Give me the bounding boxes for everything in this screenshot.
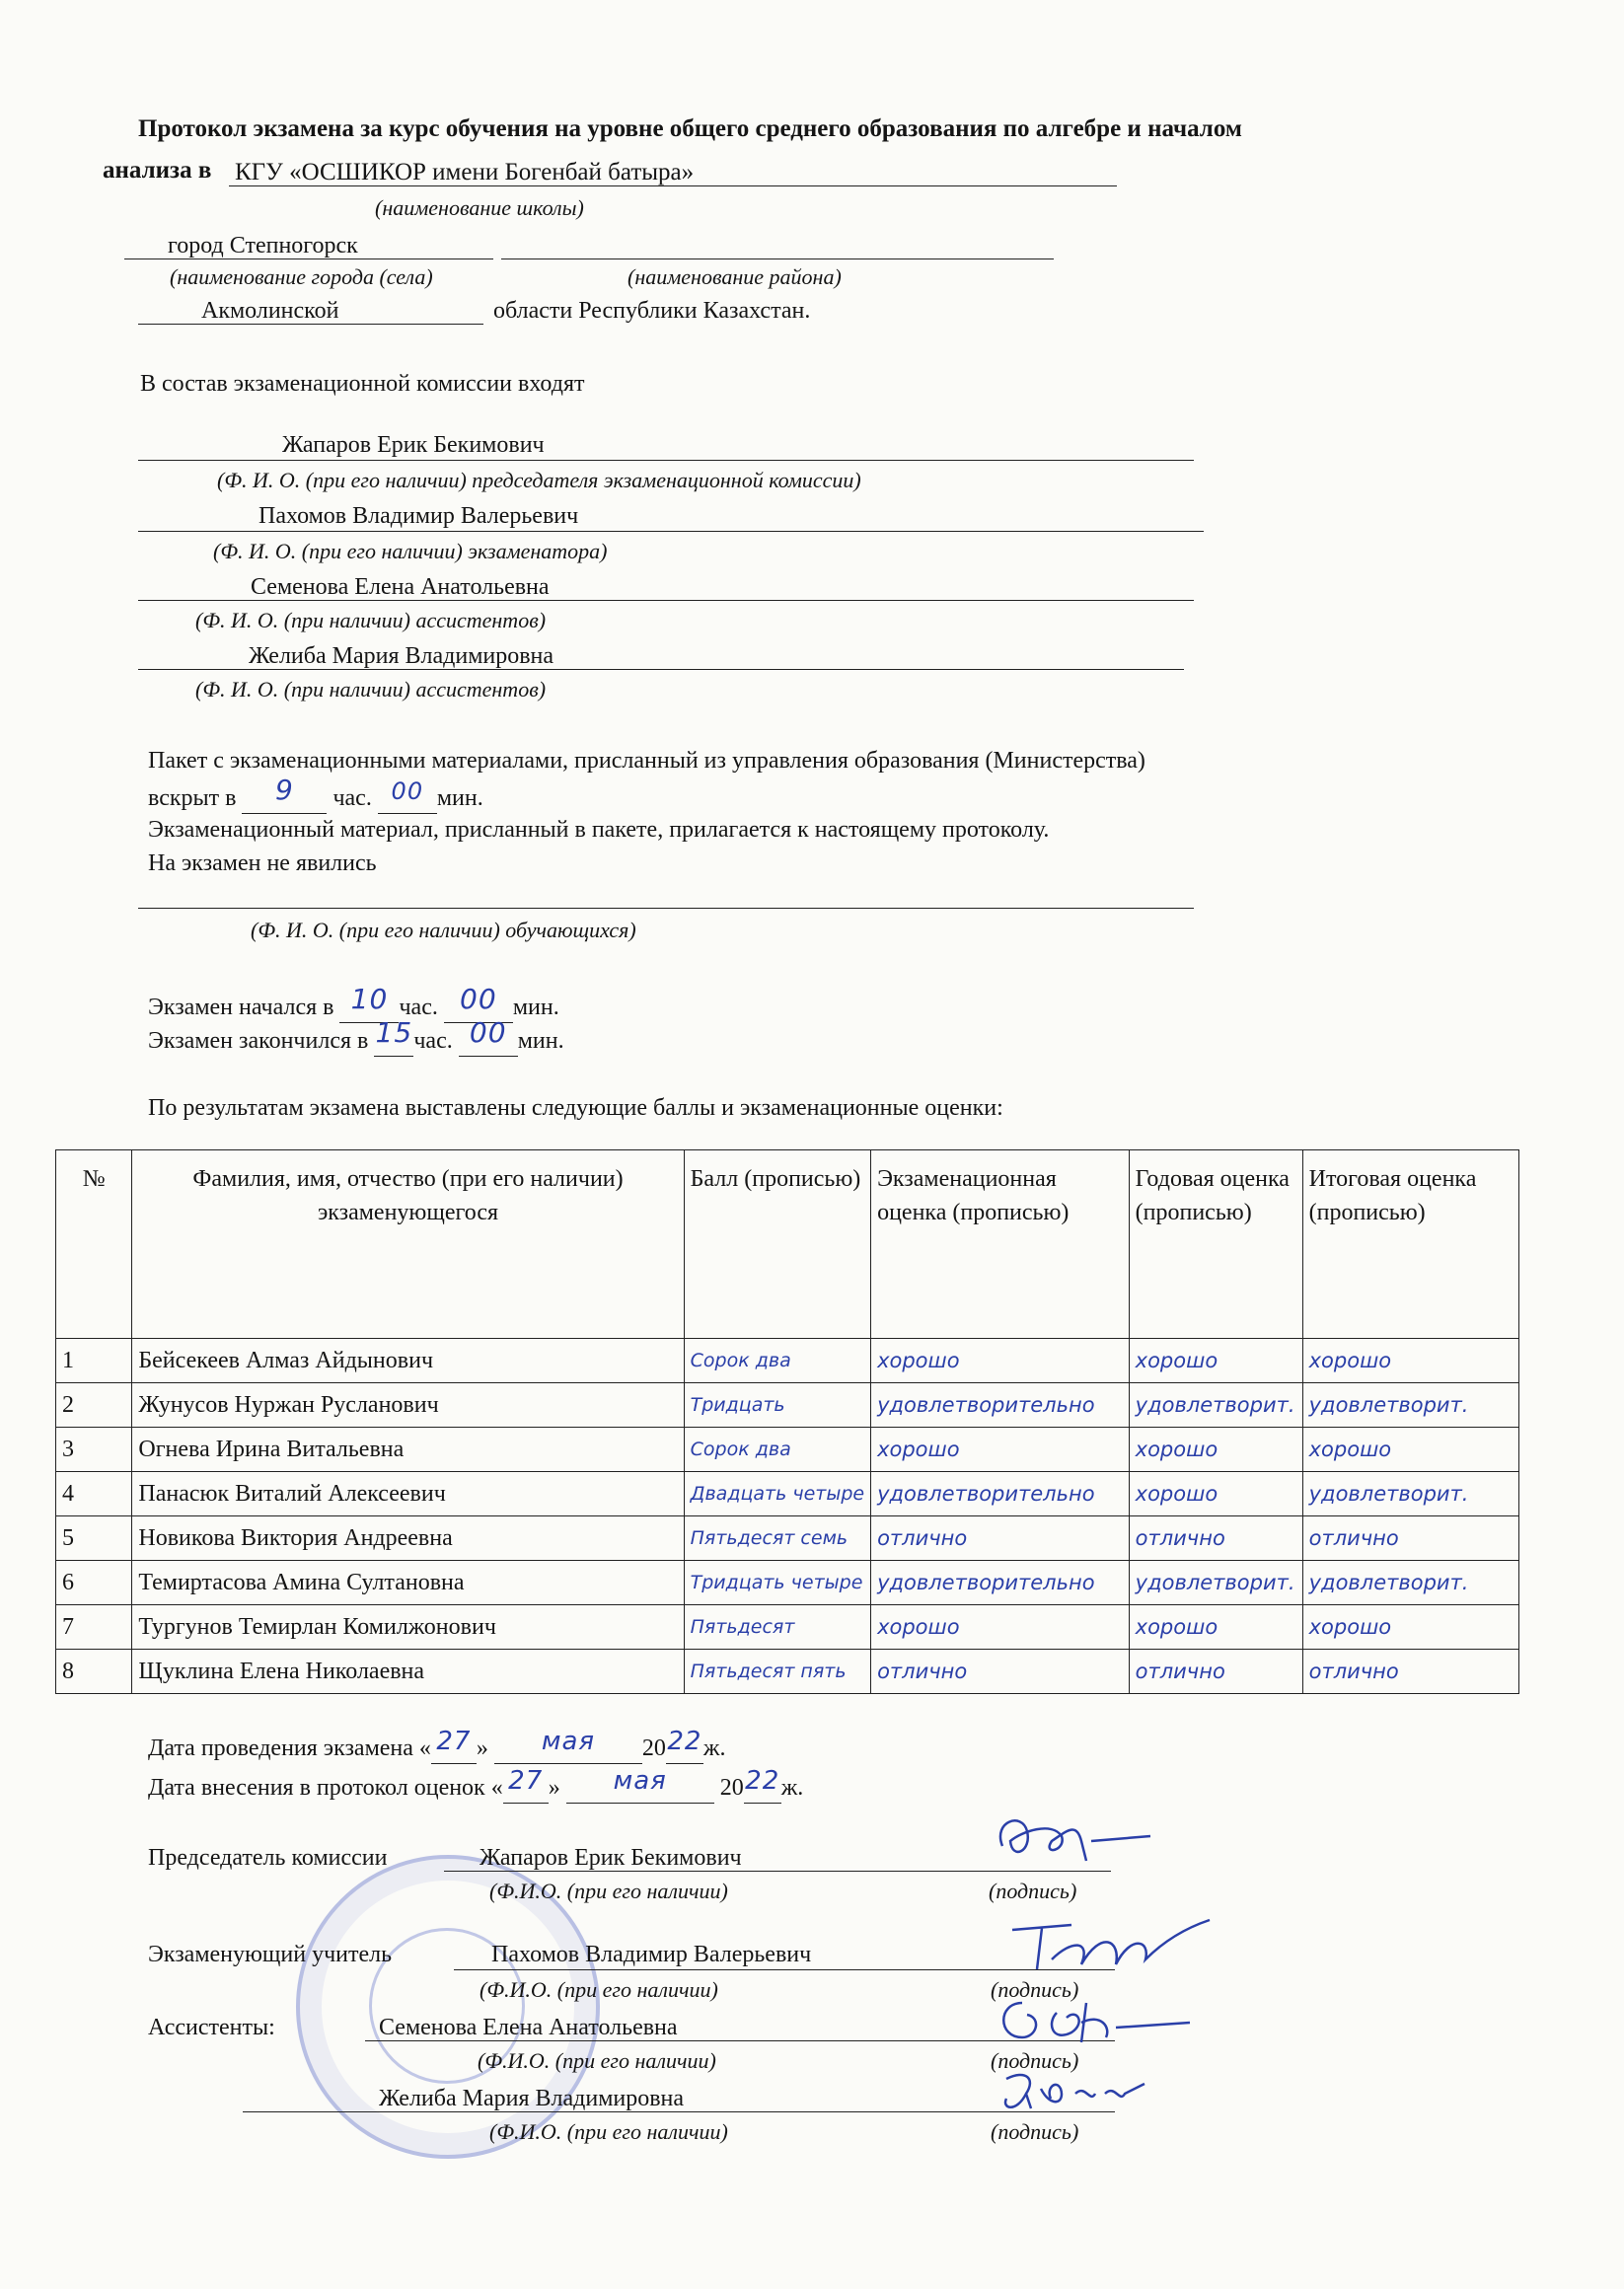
annual-grade-handwritten: хорошо xyxy=(1129,1472,1302,1516)
student-name: Тургунов Темирлан Комилжонович xyxy=(132,1605,684,1650)
examiner-fio-caption: (Ф.И.О. (при его наличии) xyxy=(480,1977,718,2002)
row-number: 8 xyxy=(56,1650,132,1694)
header-annual-grade: Годовая оценка (прописью) xyxy=(1129,1150,1302,1339)
chair-caption: (Ф. И. О. (при его наличии) председателя экзаменационной комиссии) xyxy=(217,468,861,492)
exam-grade-handwritten: хорошо xyxy=(871,1339,1130,1383)
table-row xyxy=(56,1383,1519,1428)
chair-sign-name: Жапаров Ерик Бекимович xyxy=(480,1845,742,1871)
header-number: № xyxy=(56,1150,132,1339)
opened-min-word: мин. xyxy=(436,785,483,811)
final-grade-handwritten: хорошо xyxy=(1302,1605,1518,1650)
start-min-word: мин. xyxy=(512,995,559,1020)
city-caption: (наименование города (села) xyxy=(170,264,433,289)
school-name: КГУ «ОСШИКОР имени Богенбай батыра» xyxy=(235,159,695,185)
score-handwritten: Пятьдесят xyxy=(684,1605,870,1650)
title-line-2 xyxy=(103,156,219,185)
final-grade-handwritten: удовлетворит. xyxy=(1302,1383,1518,1428)
exam-year-prefix: 20 xyxy=(641,1735,666,1761)
exam-grade-handwritten: удовлетворительно xyxy=(871,1472,1130,1516)
assistant1-signature-icon xyxy=(983,1983,1200,2052)
examiner-sign-name: Пахомов Владимир Валерьевич xyxy=(491,1942,812,1967)
final-grade-handwritten: удовлетворит. xyxy=(1302,1561,1518,1605)
packet-line-3: Экзаменационный материал, присланный в пакете, прилагается к настоящему протоколу. xyxy=(148,817,1050,843)
row-number: 5 xyxy=(56,1516,132,1561)
score-handwritten: Пятьдесят пять xyxy=(684,1650,870,1694)
packet-line-1: Пакет с экзаменационными материалами, присланный из управления образования (Министерства) xyxy=(148,748,1145,774)
district-underline xyxy=(501,258,1054,259)
student-name: Щуклина Елена Николаевна xyxy=(132,1650,684,1694)
entry-year: 22 xyxy=(745,1766,780,1796)
entry-month: мая xyxy=(613,1766,667,1796)
table-header-row xyxy=(56,1150,1519,1339)
exam-grade-handwritten: отлично xyxy=(871,1650,1130,1694)
score-handwritten: Сорок два xyxy=(684,1428,870,1472)
city: город Степногорск xyxy=(168,233,358,258)
assistant1-fio-caption: (Ф.И.О. (при его наличии) xyxy=(478,2048,716,2073)
table-row xyxy=(56,1472,1519,1516)
student-name: Темиртасова Амина Султановна xyxy=(132,1561,684,1605)
examiner-label: Экзаменующий учитель xyxy=(148,1942,393,1967)
annual-grade-handwritten: хорошо xyxy=(1129,1339,1302,1383)
end-prefix: Экзамен закончился в xyxy=(148,1028,369,1054)
final-grade-handwritten: хорошо xyxy=(1302,1339,1518,1383)
title-prefix: анализа в xyxy=(103,157,212,184)
assistant2-signature-icon xyxy=(997,2064,1154,2123)
chair-name: Жапаров Ерик Бекимович xyxy=(282,432,545,458)
entry-date-line: Дата внесения в протокол оценок « 27 » мая 2022ж. xyxy=(148,1772,803,1804)
assistant2-sign-name: Желиба Мария Владимировна xyxy=(379,2086,685,2111)
city-underline xyxy=(124,258,493,259)
exam-grade-handwritten: хорошо xyxy=(871,1428,1130,1472)
school-caption: (наименование школы) xyxy=(375,195,584,220)
table-row xyxy=(56,1561,1519,1605)
opened-hour: 9 xyxy=(275,774,294,806)
score-handwritten: Тридцать xyxy=(684,1383,870,1428)
assistant2-name: Желиба Мария Владимировна xyxy=(249,643,554,669)
district-caption: (наименование района) xyxy=(627,264,842,289)
region-suffix: области Республики Казахстан. xyxy=(493,298,811,324)
grades-table xyxy=(55,1149,1519,1694)
row-number: 4 xyxy=(56,1472,132,1516)
exam-day: 27 xyxy=(436,1727,472,1756)
absent-label: На экзамен не явились xyxy=(148,850,377,876)
annual-grade-handwritten: удовлетворит. xyxy=(1129,1383,1302,1428)
start-hour-word: час. xyxy=(399,995,438,1020)
student-name: Бейсекеев Алмаз Айдынович xyxy=(132,1339,684,1383)
start-prefix: Экзамен начался в xyxy=(148,995,334,1020)
opened-min: 00 xyxy=(391,777,424,805)
final-grade-handwritten: хорошо xyxy=(1302,1428,1518,1472)
end-min-word: мин. xyxy=(517,1028,564,1054)
annual-grade-handwritten: отлично xyxy=(1129,1516,1302,1561)
exam-grade-handwritten: удовлетворительно xyxy=(871,1561,1130,1605)
results-intro: По результатам экзамена выставлены следующие баллы и экзаменационные оценки: xyxy=(148,1095,1003,1121)
region-underline xyxy=(138,324,483,325)
exam-date-prefix: Дата проведения экзамена « xyxy=(148,1735,431,1761)
table-row xyxy=(56,1339,1519,1383)
assistant2-signature-caption: (подпись) xyxy=(991,2119,1079,2144)
end-min: 00 xyxy=(469,1016,507,1049)
title-line-1: Протокол экзамена за курс обучения на уровне общего среднего образования по алгебре и началом xyxy=(138,115,1242,142)
table-row xyxy=(56,1428,1519,1472)
assistant2-fio-caption: (Ф.И.О. (при его наличии) xyxy=(489,2119,728,2144)
exam-date-line: Дата проведения экзамена « 27 » мая 2022ж. xyxy=(148,1733,726,1764)
assistant1-sign-name: Семенова Елена Анатольевна xyxy=(379,2015,678,2040)
entry-year-prefix: 20 xyxy=(719,1775,744,1801)
region: Акмолинской xyxy=(201,298,339,324)
exam-month: мая xyxy=(541,1727,596,1756)
assistant1-name: Семенова Елена Анатольевна xyxy=(251,574,550,600)
annual-grade-handwritten: хорошо xyxy=(1129,1605,1302,1650)
chair-fio-caption: (Ф.И.О. (при его наличии) xyxy=(489,1879,728,1903)
end-hour: 15 xyxy=(375,1016,413,1049)
examiner-signature-icon xyxy=(983,1900,1219,1989)
annual-grade-handwritten: отлично xyxy=(1129,1650,1302,1694)
examiner-underline xyxy=(138,531,1204,532)
school-name-underline xyxy=(229,185,1117,186)
student-name: Новикова Виктория Андреевна xyxy=(132,1516,684,1561)
assistant2-caption: (Ф. И. О. (при наличии) ассистентов) xyxy=(195,677,547,701)
annual-grade-handwritten: удовлетворит. xyxy=(1129,1561,1302,1605)
final-grade-handwritten: удовлетворит. xyxy=(1302,1472,1518,1516)
annual-grade-handwritten: хорошо xyxy=(1129,1428,1302,1472)
start-min: 00 xyxy=(460,983,497,1015)
student-name: Огнева Ирина Витальевна xyxy=(132,1428,684,1472)
final-grade-handwritten: отлично xyxy=(1302,1650,1518,1694)
entry-year-suffix: ж. xyxy=(780,1775,804,1801)
assistant1-caption: (Ф. И. О. (при наличии) ассистентов) xyxy=(195,608,547,632)
start-hour: 10 xyxy=(350,983,389,1015)
chair-underline xyxy=(138,460,1194,461)
chair-label: Председатель комиссии xyxy=(148,1845,388,1871)
examiner-name: Пахомов Владимир Валерьевич xyxy=(258,503,579,529)
opened-hour-word: час. xyxy=(332,785,372,811)
score-handwritten: Сорок два xyxy=(684,1339,870,1383)
exam-grade-handwritten: отлично xyxy=(871,1516,1130,1561)
student-name: Жунусов Нуржан Русланович xyxy=(132,1383,684,1428)
examiner-caption: (Ф. И. О. (при его наличии) экзаменатора) xyxy=(213,539,608,563)
absent-caption: (Ф. И. О. (при его наличии) обучающихся) xyxy=(251,918,636,942)
exam-year-suffix: ж. xyxy=(702,1735,726,1761)
header-student-name: Фамилия, имя, отчество (при его наличии) экзаменующегося xyxy=(132,1150,684,1339)
header-final-grade: Итоговая оценка (прописью) xyxy=(1302,1150,1518,1339)
table-row xyxy=(56,1516,1519,1561)
entry-day: 27 xyxy=(508,1766,544,1796)
final-grade-handwritten: отлично xyxy=(1302,1516,1518,1561)
table-row xyxy=(56,1605,1519,1650)
row-number: 2 xyxy=(56,1383,132,1428)
header-exam-grade: Экзаменационная оценка (прописью) xyxy=(871,1150,1130,1339)
assistant1-signature-caption: (подпись) xyxy=(991,2048,1079,2073)
assistant2-underline xyxy=(138,669,1184,670)
end-hour-word: час. xyxy=(413,1028,453,1054)
exam-year: 22 xyxy=(667,1727,702,1756)
score-handwritten: Двадцать четыре xyxy=(684,1472,870,1516)
commission-intro: В состав экзаменационной комиссии входят xyxy=(140,371,585,397)
exam-grade-handwritten: удовлетворительно xyxy=(871,1383,1130,1428)
exam-grade-handwritten: хорошо xyxy=(871,1605,1130,1650)
header-score: Балл (прописью) xyxy=(684,1150,870,1339)
table-row xyxy=(56,1650,1519,1694)
assistants-label: Ассистенты: xyxy=(148,2015,275,2040)
row-number: 1 xyxy=(56,1339,132,1383)
examiner-signature-caption: (подпись) xyxy=(991,1977,1079,2002)
row-number: 3 xyxy=(56,1428,132,1472)
row-number: 6 xyxy=(56,1561,132,1605)
opened-prefix: вскрыт в xyxy=(148,785,237,811)
entry-date-prefix: Дата внесения в протокол оценок « xyxy=(148,1775,503,1801)
student-name: Панасюк Виталий Алексеевич xyxy=(132,1472,684,1516)
absent-underline xyxy=(138,908,1194,909)
exam-end-line xyxy=(148,1016,564,1057)
chair-signature-caption: (подпись) xyxy=(989,1879,1077,1903)
row-number: 7 xyxy=(56,1605,132,1650)
assistant1-underline xyxy=(138,600,1194,601)
assistant2-lead-underline xyxy=(243,2111,371,2112)
score-handwritten: Пятьдесят семь xyxy=(684,1516,870,1561)
score-handwritten: Тридцать четыре xyxy=(684,1561,870,1605)
packet-opened-line xyxy=(148,774,483,814)
chair-signature-icon xyxy=(983,1802,1160,1881)
